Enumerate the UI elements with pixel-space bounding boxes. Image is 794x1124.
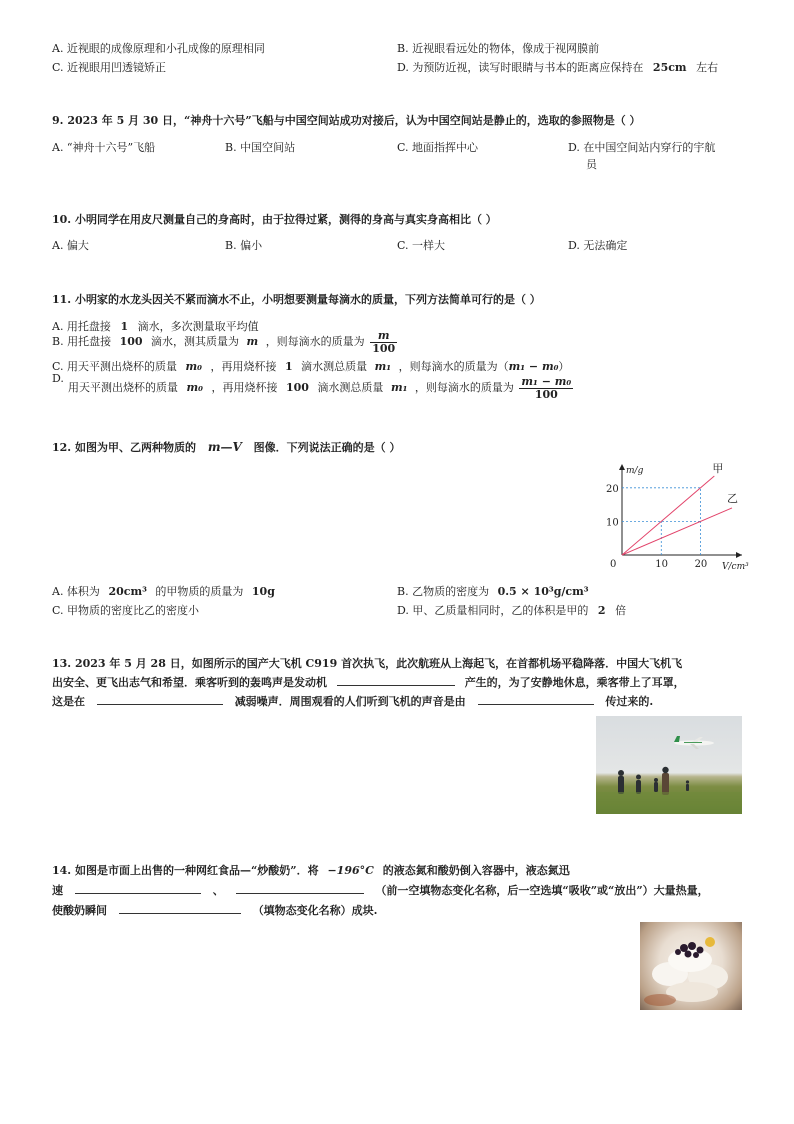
garnish-icon bbox=[705, 937, 715, 947]
q10-option-a: A. 偏大 bbox=[52, 239, 89, 252]
q9-option-d-cont: 员 bbox=[586, 158, 597, 171]
q11-d-m0: m₀ bbox=[186, 381, 203, 394]
x-axis-arrow bbox=[736, 552, 742, 558]
q12-a-mass: 10g bbox=[251, 585, 275, 598]
q13-line-1: 13. 2023 年 5 月 28 日，如图所示的国产大飞机 C919 首次执飞，此次航班从上海起飞，在首都机场平稳降落．中国大飞机飞 bbox=[52, 657, 683, 670]
q11-b-m: m bbox=[246, 335, 259, 349]
q13-blank-3[interactable] bbox=[478, 704, 594, 705]
q11-b-fraction bbox=[370, 330, 397, 354]
q11-b-mid: 滴水，测其质量为 bbox=[151, 335, 240, 349]
q11-a-end: 滴水，多次测量取平均值 bbox=[137, 320, 259, 333]
q12-d-value: 2 bbox=[597, 604, 606, 617]
spectators-icon bbox=[618, 767, 689, 795]
q12-b-density: 0.5 × 10³g/cm³ bbox=[497, 585, 589, 598]
q11-d-num: 100 bbox=[285, 381, 309, 394]
y-tick-label-1: 20 bbox=[606, 483, 619, 495]
q13-line-3-text: 这是在 bbox=[52, 695, 85, 708]
origin-label: 0 bbox=[610, 559, 617, 570]
q12-option-c: C. 甲物质的密度比乙的密度小 bbox=[52, 604, 200, 617]
q8-option-d-end: 左右 bbox=[696, 61, 719, 74]
chart-labels bbox=[606, 462, 749, 572]
q8-option-d bbox=[397, 59, 718, 75]
q8-option-d-value: 25cm bbox=[652, 61, 687, 74]
q14-line-3-text: 使酸奶瞬间 bbox=[52, 904, 107, 917]
q12-stem bbox=[52, 439, 401, 455]
q13-line-3-mid: 减弱噪声．周围观看的人们听到飞机的声音是由 bbox=[234, 695, 466, 708]
q8-option-c: C. 近视眼用凹透镜矫正 bbox=[52, 61, 167, 74]
y-tick-label-0: 10 bbox=[606, 517, 619, 529]
q12-option-a bbox=[52, 583, 280, 599]
q11-option-b bbox=[52, 330, 399, 354]
q13-blank-1[interactable] bbox=[337, 685, 455, 686]
q11-c-mid2: 滴水测总质量 bbox=[301, 360, 368, 373]
q11-stem: 11. 小明家的水龙头因关不紧而滴水不止，小明想要测量每滴水的质量，下列方法简单可行的是（ ） bbox=[52, 293, 541, 306]
q11-option-d-label: D. bbox=[52, 372, 64, 385]
q14-temperature: −196°C bbox=[327, 864, 374, 877]
fried-yogurt-photo bbox=[640, 922, 742, 1010]
q13-line-3-end: 传过来的. bbox=[605, 695, 654, 708]
q10-stem: 10. 小明同学在用皮尺测量自己的身高时，由于拉得过紧，测得的身高与真实身高相比（ ） bbox=[52, 213, 497, 226]
q11-d-mid2: 滴水测总质量 bbox=[317, 381, 384, 394]
q12-a-mid: 的甲物质的质量为 bbox=[155, 585, 244, 598]
q11-c-post: ，则每滴水的质量为（ bbox=[398, 360, 509, 373]
q11-b-end: ，则每滴水的质量为 bbox=[265, 335, 365, 349]
q11-b-frac-den: 100 bbox=[372, 341, 396, 355]
q10-option-c: C. 一样大 bbox=[397, 239, 446, 252]
x-axis-label: V/cm³ bbox=[722, 562, 749, 572]
q11-c-m1: m₁ bbox=[374, 360, 392, 373]
q14-line-2-end: （前一空填物态变化名称，后一空选填“吸收”或“放出”）大量热量， bbox=[375, 884, 709, 897]
q12-a-text: A. 体积为 bbox=[52, 585, 100, 598]
q12-b-text: B. 乙物质的密度为 bbox=[397, 585, 490, 598]
q11-d-mid1: ，再用烧杯接 bbox=[211, 381, 278, 394]
q14-line-1-end: 的液态氮和酸奶倒入容器中，液态氮迅 bbox=[382, 864, 570, 877]
series-line-1 bbox=[622, 508, 732, 555]
q11-a-num: 1 bbox=[120, 320, 129, 333]
q13-line-3 bbox=[52, 693, 653, 709]
q14-line-3-end: （填物态变化名称）成块. bbox=[252, 904, 378, 917]
q12-stem-text: 12. 如图为甲、乙两种物质的 bbox=[52, 441, 196, 454]
q12-a-volume: 20cm³ bbox=[108, 585, 147, 598]
q10-option-b: B. 偏小 bbox=[225, 239, 263, 252]
y-axis-arrow bbox=[619, 464, 625, 470]
q12-d-text: D. 甲、乙质量相同时，乙的体积是甲的 bbox=[397, 604, 589, 617]
q8-option-b: B. 近视眼看远处的物体，像成于视网膜前 bbox=[397, 42, 600, 55]
q14-blank-3[interactable] bbox=[119, 913, 241, 914]
x-tick-label-0: 10 bbox=[655, 559, 669, 570]
q8-option-a: A. 近视眼的成像原理和小孔成像的原理相同 bbox=[52, 42, 265, 55]
q9-option-b: B. 中国空间站 bbox=[225, 141, 296, 154]
q12-d-end: 倍 bbox=[615, 604, 627, 617]
x-tick-label-1: 20 bbox=[694, 559, 708, 570]
q11-d-post: ，则每滴水的质量为 bbox=[414, 381, 514, 394]
q11-c-num: 1 bbox=[285, 360, 293, 373]
series-label-0: 甲 bbox=[712, 462, 724, 476]
q11-d-frac-den: 100 bbox=[534, 387, 558, 401]
q11-d-fraction bbox=[519, 376, 573, 400]
q11-c-text: C. 用天平测出烧杯的质量 bbox=[52, 360, 178, 373]
q13-blank-2[interactable] bbox=[97, 704, 223, 705]
q14-line-3 bbox=[52, 902, 378, 918]
q11-d-frac-num: m₁ − m₀ bbox=[521, 374, 572, 388]
airplane-icon bbox=[674, 736, 714, 749]
q12-option-d bbox=[397, 602, 626, 618]
q11-d-text: 用天平测出烧杯的质量 bbox=[68, 381, 178, 394]
q14-line-1 bbox=[52, 862, 570, 878]
c919-airplane-photo bbox=[596, 716, 742, 814]
q11-c-expr: m₁ − m₀ bbox=[508, 360, 559, 373]
q9-option-d: D. 在中国空间站内穿行的宇航 bbox=[568, 141, 716, 154]
q11-c-m0: m₀ bbox=[185, 360, 202, 373]
q13-line-2-end: 产生的，为了安静地休息，乘客带上了耳罩， bbox=[464, 676, 685, 689]
q11-c-mid1: ，再用烧杯接 bbox=[210, 360, 277, 373]
q11-option-c bbox=[52, 358, 569, 374]
m-v-chart bbox=[600, 460, 750, 576]
q14-line-2-text: 速 bbox=[52, 884, 63, 897]
q11-a-text: A. 用托盘接 bbox=[52, 320, 111, 333]
q11-b-num: 100 bbox=[119, 335, 143, 349]
q12-stem-end: 图像．下列说法正确的是（ ） bbox=[253, 441, 401, 454]
q12-option-b bbox=[397, 583, 594, 599]
q14-line-1-text: 14. 如图是市面上出售的一种网红食品—“炒酸奶”．将 bbox=[52, 864, 319, 877]
q11-b-frac-num: m bbox=[370, 330, 397, 343]
q11-b-text: B. 用托盘接 bbox=[52, 335, 112, 349]
q8-option-d-text: D. 为预防近视，读写时眼睛与书本的距离应保持在 bbox=[397, 61, 644, 74]
q10-option-d: D. 无法确定 bbox=[568, 239, 628, 252]
chart-axes bbox=[619, 464, 742, 558]
q14-blank-1[interactable] bbox=[75, 893, 201, 894]
q11-c-end: ） bbox=[558, 360, 570, 373]
y-axis-label: m/g bbox=[626, 466, 644, 476]
q9-option-c: C. 地面指挥中心 bbox=[397, 141, 479, 154]
q13-line-2 bbox=[52, 674, 685, 690]
q9-stem: 9. 2023 年 5 月 30 日，“神舟十六号”飞船与中国空间站成功对接后，认为中国空间站是静止的，选取的参照物是（ ） bbox=[52, 114, 641, 127]
series-label-1: 乙 bbox=[727, 491, 738, 505]
q14-separator: 、 bbox=[212, 884, 224, 897]
q12-stem-math: m—V bbox=[207, 440, 242, 454]
q11-d-m1: m₁ bbox=[390, 381, 408, 394]
q14-line-2 bbox=[52, 882, 709, 898]
q9-option-a: A. “神舟十六号”飞船 bbox=[52, 141, 156, 154]
q11-option-d bbox=[68, 374, 575, 402]
q13-line-2-text: 出安全、更飞出志气和希望．乘客听到的轰鸣声是发动机 bbox=[52, 676, 327, 689]
q14-blank-2[interactable] bbox=[236, 893, 364, 894]
